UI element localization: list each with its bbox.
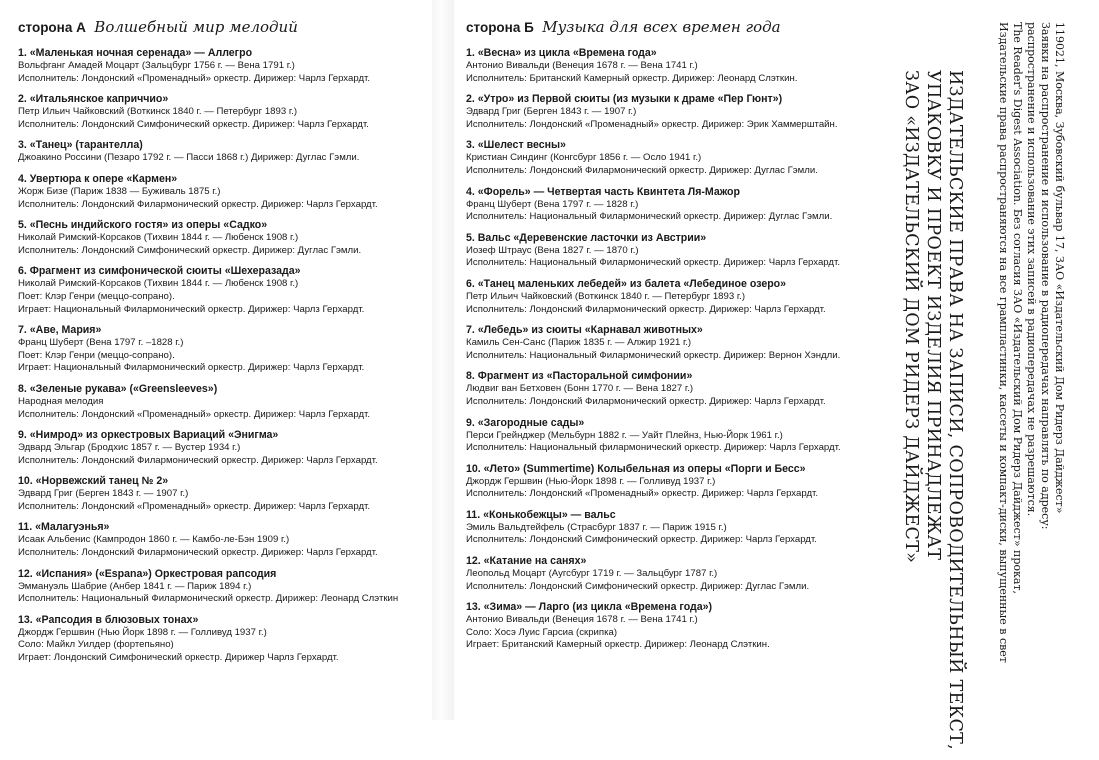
track-detail-line: Франц Шуберт (Вена 1797 г. –1828 г.) xyxy=(18,337,184,349)
track-detail-line: Николай Римский-Корсаков (Тихвин 1844 г. — Любенск 1908 г.) xyxy=(18,232,299,244)
track-detail-line: Жорж Бизе (Париж 1838 — Буживаль 1875 г.) xyxy=(18,185,221,197)
rights-headline-line: ИЗДАТЕЛЬСКИЕ ПРАВА НА ЗАПИСИ, СОПРОВОДИТЕЛЬНЫЙ ТЕКСТ, xyxy=(945,70,965,750)
side-b-panel xyxy=(454,0,914,720)
track-title: 8. Фрагмент из «Пасторальной симфонии» xyxy=(466,370,693,383)
track-item xyxy=(466,323,841,362)
track-detail-line: Эдвард Григ (Берген 1843 г. — 1907 г.) xyxy=(18,488,189,500)
panel-fold xyxy=(432,0,454,720)
track-detail-line: Исполнитель: Лондонский Филармонический оркестр. Дирижер: Чарлз Герхардт. xyxy=(466,395,826,407)
track-detail-line: Исполнитель: Национальный Филармонический оркестр. Дирижер: Леонард Слэткин xyxy=(18,593,399,605)
track-item xyxy=(18,92,398,131)
track-item xyxy=(18,46,398,85)
track-detail-line: Петр Ильич Чайковский (Воткинск 1840 г. — Петербург 1893 г.) xyxy=(466,290,746,302)
track-title: 10. «Норвежский танец № 2» xyxy=(18,475,169,488)
track-detail-line: Исполнитель: Лондонский Симфонический оркестр. Дирижер: Чарлз Герхардт. xyxy=(18,118,369,130)
track-detail-line: Исполнитель: Лондонский Филармонический оркестр. Дирижер: Чарлз Герхардт. xyxy=(18,198,378,210)
track-detail-line: Людвиг ван Бетховен (Бонн 1770 г. — Вена 1827 г.) xyxy=(466,383,694,395)
track-detail-line: Джоакино Россини (Пезаро 1792 г. — Пасси 1868 г.) Дирижер: Дуглас Гэмли. xyxy=(18,152,360,164)
rights-headline-line: УПАКОВКУ И ПРОЕКТ ИЗДЕЛИЯ ПРИНАДЛЕЖАТ xyxy=(923,70,943,561)
track-detail-line: Соло: Майкл Уилдер (фортепьяно) xyxy=(18,639,174,651)
track-detail-line: Кристиан Синдинг (Конгсбург 1856 г. — Осло 1941 г.) xyxy=(466,152,702,164)
track-item xyxy=(466,508,841,547)
track-item xyxy=(18,382,398,421)
track-detail-line: Исполнитель: Национальный Филармонический оркестр. Дирижер: Чарлз Герхардт. xyxy=(466,257,841,269)
track-detail-line: Исполнитель: Лондонский Филармонический оркестр. Дирижер: Чарлз Герхардт. xyxy=(18,454,378,466)
track-detail-line: Исполнитель: Британский Камерный оркестр. Дирижер: Леонард Слэткин. xyxy=(466,72,798,84)
side-a-title: Волшебный мир мелодий xyxy=(94,18,298,36)
track-item xyxy=(466,138,841,177)
side-b-title: Музыка для всех времен года xyxy=(542,18,781,36)
track-item xyxy=(18,172,398,211)
track-item xyxy=(18,138,398,165)
track-detail-line: Играет: Национальный Филармонический оркестр. Дирижер: Чарлз Герхардт. xyxy=(18,362,365,374)
track-detail-line: Камиль Сен-Санс (Париж 1835 г. — Алжир 1921 г.) xyxy=(466,337,692,349)
track-title: 13. «Зима» — Ларго (из цикла «Времена года») xyxy=(466,601,713,614)
track-title: 5. «Песнь индийского гостя» из оперы «Садко» xyxy=(18,219,268,232)
track-detail-line: Поет: Клэр Генри (меццо-сопрано). xyxy=(18,290,175,302)
track-title: 10. «Лето» (Summertime) Колыбельная из оперы «Порги и Бесс» xyxy=(466,462,806,475)
track-detail-line: Эдвард Григ (Берген 1843 г. — 1907 г.) xyxy=(466,106,637,118)
track-detail-line: Джордж Гершвин (Нью-Йорк 1898 г. — Голливуд 1937 г.) xyxy=(466,475,716,487)
track-detail-line: Исполнитель: Национальный Филармонический оркестр. Дирижер: Дуглас Гэмли. xyxy=(466,211,833,223)
track-title: 4. Увертюра к опере «Кармен» xyxy=(18,172,178,185)
track-title: 3. «Шелест весны» xyxy=(466,139,566,152)
track-detail-line: Исполнитель: Лондонский Симфонический оркестр. Дирижер: Чарлз Герхардт. xyxy=(466,534,817,546)
track-detail-line: Исполнитель: Лондонский Филармонический оркестр. Дирижер: Чарлз Герхардт. xyxy=(466,303,826,315)
rights-notice-line: Заявки на распространение и использование в радиопередачах направлять по адресу: xyxy=(1039,22,1052,530)
track-detail-line: Исполнитель: Лондонский «Променадный» оркестр. Дирижер: Эрик Хаммерштайн. xyxy=(466,118,838,130)
track-detail-line: Петр Ильич Чайковский (Воткинск 1840 г. — Петербург 1893 г.) xyxy=(18,106,298,118)
rights-headline xyxy=(900,70,966,760)
track-title: 2. «Утро» из Первой сюиты (из музыки к драме «Пер Гюнт») xyxy=(466,93,783,106)
track-detail-line: Исполнитель: Лондонский Симфонический оркестр. Дирижер: Дуглас Гэмли. xyxy=(466,580,810,592)
track-item xyxy=(18,218,398,257)
track-title: 8. «Зеленые рукава» («Greensleeves») xyxy=(18,382,218,395)
track-item xyxy=(466,369,841,408)
track-item xyxy=(466,416,841,455)
rights-notice-line: The Reader's Digest Association. Без согласия ЗАО «Издательский Дом Ридерз Дайджест» прокат, xyxy=(1011,22,1024,595)
track-detail-line: Иозеф Штраус (Вена 1827 г. — 1870 г.) xyxy=(466,244,639,256)
track-detail-line: Исполнитель: Национальный Филармонический оркестр. Дирижер: Вернон Хэндли. xyxy=(466,349,841,361)
side-b-header xyxy=(466,18,781,37)
track-title: 6. «Танец маленьких лебедей» из балета «Лебединое озеро» xyxy=(466,277,787,290)
track-detail-line: Исполнитель: Лондонский «Променадный» оркестр. Дирижер: Чарлз Герхардт. xyxy=(18,500,371,512)
track-detail-line: Народная мелодия xyxy=(18,395,104,407)
rights-notice-line: распространение и использование этих записей в радиопередачах не разрешаются. xyxy=(1025,22,1038,517)
side-b-label: сторона Б xyxy=(466,20,534,35)
track-title: 7. «Аве, Мария» xyxy=(18,324,102,337)
rights-headline-line: ЗАО «ИЗДАТЕЛЬСКИЙ ДОМ РИДЕРЗ ДАЙДЖЕСТ» xyxy=(901,70,921,564)
track-detail-line: Перси Грейнджер (Мельбурн 1882 г. — Уайт Плейнз, Нью-Йорк 1961 г.) xyxy=(466,429,783,441)
track-detail-line: Исполнитель: Лондонский Филармонический оркестр. Дирижер: Дуглас Гэмли. xyxy=(466,164,818,176)
track-detail-line: Джордж Гершвин (Нью Йорк 1898 г. — Голливуд 1937 г.) xyxy=(18,626,267,638)
rights-notice xyxy=(996,22,1066,712)
track-item xyxy=(466,92,841,131)
track-title: 9. «Загородные сады» xyxy=(466,416,585,429)
track-title: 3. «Танец» (тарантелла) xyxy=(18,139,143,152)
track-title: 4. «Форель» — Четвертая часть Квинтета Ля-Мажор xyxy=(466,185,740,198)
track-detail-line: Исполнитель: Лондонский Симфонический оркестр. Дирижер: Дуглас Гэмли. xyxy=(18,244,362,256)
track-item xyxy=(18,613,398,665)
track-detail-line: Исполнитель: Лондонский «Променадный» оркестр. Дирижер: Чарлз Герхардт. xyxy=(18,72,371,84)
track-title: 13. «Рапсодия в блюзовых тонах» xyxy=(18,613,199,626)
track-detail-line: Антонио Вивальди (Венеция 1678 г. — Вена 1741 г.) xyxy=(466,614,698,626)
track-detail-line: Эммануэль Шабрие (Анбер 1841 г. — Париж 1894 г.) xyxy=(18,580,252,592)
track-detail-line: Исполнитель: Лондонский Филармонический оркестр. Дирижер: Чарлз Герхардт. xyxy=(18,547,378,559)
track-title: 7. «Лебедь» из сюиты «Карнавал животных» xyxy=(466,324,703,337)
track-item xyxy=(18,474,398,513)
side-a-track-list xyxy=(18,46,398,672)
track-title: 2. «Итальянское каприччио» xyxy=(18,93,169,106)
track-detail-line: Поет: Клэр Генри (меццо-сопрано). xyxy=(18,349,175,361)
track-item xyxy=(466,462,841,501)
track-item xyxy=(466,185,841,224)
track-title: 1. «Маленькая ночная серенада» — Аллегро xyxy=(18,47,253,59)
track-item xyxy=(466,554,841,593)
track-item xyxy=(18,520,398,559)
track-item xyxy=(466,600,841,652)
track-item xyxy=(466,277,841,316)
track-detail-line: Николай Римский-Корсаков (Тихвин 1844 г. — Любенск 1908 г.) xyxy=(18,278,299,290)
track-item xyxy=(18,264,398,316)
track-title: 12. «Испания» («Espana») Оркестровая рапсодия xyxy=(18,567,277,580)
track-detail-line: Исполнитель: Лондонский «Променадный» оркестр. Дирижер: Чарлз Герхардт. xyxy=(466,488,819,500)
track-item xyxy=(466,231,841,270)
track-item xyxy=(18,323,398,375)
track-item xyxy=(18,567,398,606)
track-detail-line: Вольфганг Амадей Моцарт (Зальцбург 1756 г. — Вена 1791 г.) xyxy=(18,60,295,71)
track-detail-line: Эдвард Эльгар (Бродхис 1857 г. — Вустер 1934 г.) xyxy=(18,442,241,454)
track-detail-line: Играет: Британский Камерный оркестр. Дирижер: Леонард Слэткин. xyxy=(466,639,770,651)
track-title: 11. «Конькобежцы» — вальс xyxy=(466,508,616,521)
side-a-label: сторона А xyxy=(18,20,86,35)
track-title: 6. Фрагмент из симфонической сюиты «Шехеразада» xyxy=(18,265,301,278)
track-detail-line: Антонио Вивальди (Венеция 1678 г. — Вена 1741 г.) xyxy=(466,60,698,71)
track-detail-line: Играет: Национальный Филармонический оркестр. Дирижер: Чарлз Герхардт. xyxy=(18,303,365,315)
track-detail-line: Соло: Хосэ Луис Гарсиа (скрипка) xyxy=(466,626,618,638)
track-detail-line: Франц Шуберт (Вена 1797 г. — 1828 г.) xyxy=(466,198,639,210)
track-title: 1. «Весна» из цикла «Времена года» xyxy=(466,47,657,59)
track-detail-line: Играет: Лондонский Симфонический оркестр. Дирижер Чарлз Герхардт. xyxy=(18,652,339,664)
track-item xyxy=(18,428,398,467)
side-b-track-list xyxy=(466,46,841,659)
track-item xyxy=(466,46,841,85)
track-detail-line: Леопольд Моцарт (Аугсбург 1719 г. — Зальцбург 1787 г.) xyxy=(466,568,718,580)
track-detail-line: Исаак Альбенис (Кампродон 1860 г. — Камбо-ле-Бэн 1909 г.) xyxy=(18,534,290,546)
track-title: 5. Вальс «Деревенские ласточки из Австрии» xyxy=(466,231,707,244)
track-detail-line: Исполнитель: Лондонский «Променадный» оркестр. Дирижер: Чарлз Герхардт. xyxy=(18,408,371,420)
track-detail-line: Эмиль Вальдтейфель (Страсбург 1837 г. — Париж 1915 г.) xyxy=(466,521,727,533)
rights-notice-line: Издательские права распространяются на все грампластинки, кассеты и компакт-диски, выпущенные в свет xyxy=(997,22,1010,663)
rights-notice-line: 119021, Москва, Зубовский бульвар 17, ЗАО «Издательский Дом Ридерз Дайджест» xyxy=(1053,22,1066,514)
side-a-header xyxy=(18,18,298,37)
track-detail-line: Исполнитель: Национальный филармонический оркестр. Дирижер: Чарлз Герхардт. xyxy=(466,442,841,454)
side-a-panel xyxy=(0,0,432,720)
track-title: 11. «Малагуэнья» xyxy=(18,521,110,534)
track-title: 12. «Катание на санях» xyxy=(466,555,587,568)
track-title: 9. «Нимрод» из оркестровых Вариаций «Энигма» xyxy=(18,429,279,442)
